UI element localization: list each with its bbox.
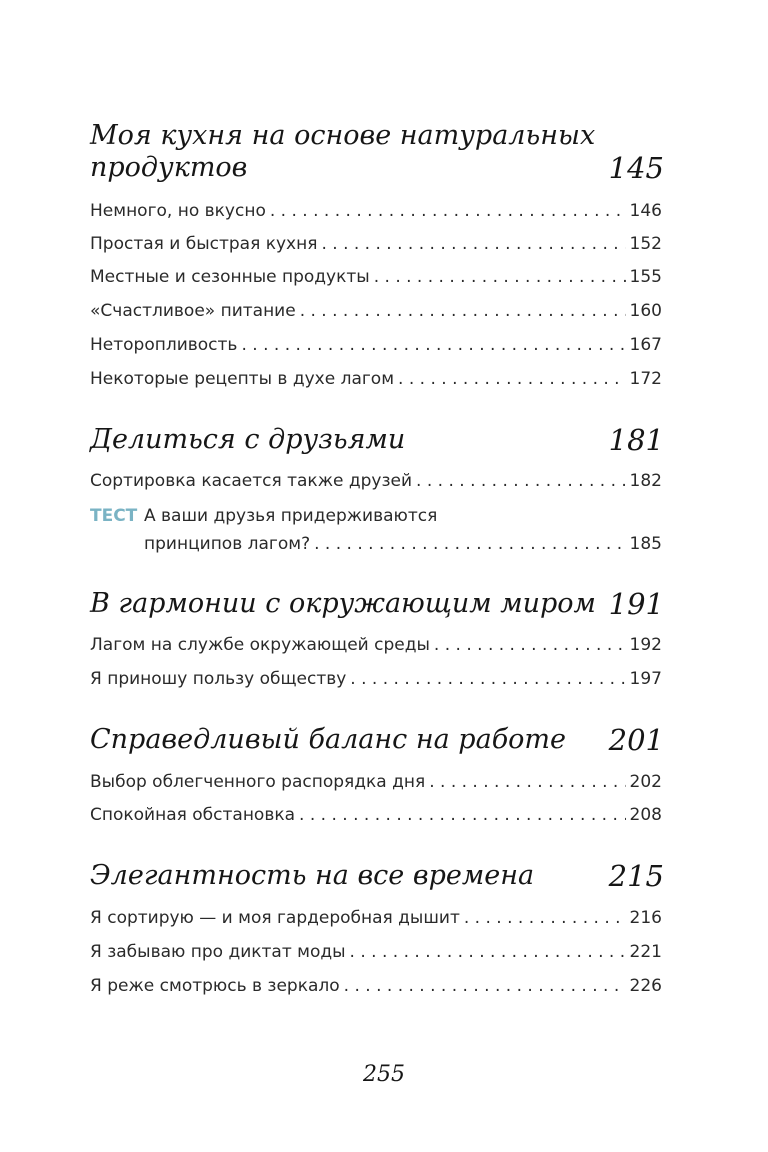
section-page-number: 181 <box>608 423 664 457</box>
toc-entry-label: Я сортирую — и моя гардеробная дышит <box>90 908 460 928</box>
toc-entry[interactable] <box>90 366 662 392</box>
section-title-text: Справедливый баланс на работе <box>90 724 567 755</box>
toc-entry-page: 192 <box>629 635 662 655</box>
section-title-text: Делиться с друзьями <box>90 424 406 455</box>
dot-leader <box>299 802 626 828</box>
section-title-text: В гармонии с окружающим миром <box>90 588 596 619</box>
toc-entry-page: 226 <box>629 976 662 996</box>
toc-entry[interactable] <box>90 802 662 828</box>
toc-entry-page: 167 <box>629 335 662 355</box>
dot-leader <box>344 973 626 999</box>
toc-entry-page: 202 <box>629 772 662 792</box>
toc-entry[interactable] <box>90 769 662 795</box>
toc-entry-label: Некоторые рецепты в духе лагом <box>90 369 395 389</box>
toc-entry-label: Местные и сезонные продукты <box>90 267 370 287</box>
toc-entry[interactable] <box>90 905 662 931</box>
toc-entry[interactable] <box>90 939 662 965</box>
toc-entry-page: 172 <box>629 369 662 389</box>
toc-entry-page: 197 <box>629 669 662 689</box>
section-page-number: 191 <box>608 587 664 621</box>
dot-leader <box>270 198 626 224</box>
toc-entry-label: Сортировка касается также друзей <box>90 471 413 491</box>
toc-entry-label: Простая и быстрая кухня <box>90 234 318 254</box>
section-title-harmony[interactable] <box>90 588 664 620</box>
toc-entry-label: Я забываю про диктат моды <box>90 942 346 962</box>
toc-entry[interactable] <box>90 632 662 658</box>
toc-entry-label: Немного, но вкусно <box>90 201 266 221</box>
toc-entry-label: «Счастливое» питание <box>90 301 296 321</box>
toc-entry-label: Я реже смотрюсь в зеркало <box>90 976 340 996</box>
toc-entry-label: принципов лагом? <box>144 534 311 554</box>
section-title-kitchen[interactable] <box>90 120 664 152</box>
dot-leader <box>350 666 625 692</box>
dot-leader <box>241 332 625 358</box>
toc-entry-page: 182 <box>629 471 662 491</box>
toc-entry-label: Спокойная обстановка <box>90 805 296 825</box>
toc-entry-label: Я приношу пользу обществу <box>90 669 347 689</box>
dot-leader <box>314 531 625 557</box>
section-title-line1: Моя кухня на основе натуральных <box>90 120 596 151</box>
toc-entry[interactable] <box>90 332 662 358</box>
section-page-number: 201 <box>608 723 664 757</box>
toc-entry[interactable] <box>90 298 662 324</box>
toc-entry[interactable] <box>90 468 662 494</box>
page-number: 255 <box>363 1062 405 1087</box>
toc-entry[interactable] <box>90 198 662 224</box>
dot-leader <box>374 264 626 290</box>
section-title-kitchen-line2[interactable] <box>90 152 664 184</box>
toc-entry[interactable] <box>90 973 662 999</box>
toc-entry[interactable] <box>90 231 662 257</box>
section-page-number: 215 <box>608 859 664 893</box>
dot-leader <box>321 231 625 257</box>
toc-entry-page: 221 <box>629 942 662 962</box>
dot-leader <box>464 905 626 931</box>
toc-entry-label: Выбор облегченного распорядка дня <box>90 772 426 792</box>
test-entry[interactable] <box>144 531 662 557</box>
toc-entry-page: 160 <box>629 301 662 321</box>
toc-entry[interactable] <box>90 666 662 692</box>
toc-entry-page: 146 <box>629 201 662 221</box>
dot-leader <box>429 769 625 795</box>
dot-leader <box>434 632 626 658</box>
section-title-friends[interactable] <box>90 424 664 456</box>
section-title-work[interactable] <box>90 724 664 756</box>
test-badge: ТЕСТ <box>90 506 138 526</box>
dot-leader <box>300 298 626 324</box>
toc-entry-label: Неторопливость <box>90 335 238 355</box>
section-page-number: 145 <box>608 151 664 185</box>
toc-entry[interactable] <box>90 264 662 290</box>
toc-entry-page: 185 <box>629 534 662 554</box>
section-title-line2: продуктов <box>90 152 248 183</box>
dot-leader <box>350 939 626 965</box>
toc-entry-page: 216 <box>629 908 662 928</box>
toc-entry-page: 152 <box>629 234 662 254</box>
dot-leader <box>416 468 626 494</box>
toc-entry-label: Лагом на службе окружающей среды <box>90 635 430 655</box>
section-title-elegance[interactable] <box>90 860 664 892</box>
dot-leader <box>398 366 626 392</box>
toc-entry-page: 208 <box>629 805 662 825</box>
section-title-text: Элегантность на все времена <box>90 860 535 891</box>
toc-entry-page: 155 <box>629 267 662 287</box>
test-entry-line1[interactable]: А ваши друзья придерживаются <box>144 506 438 526</box>
